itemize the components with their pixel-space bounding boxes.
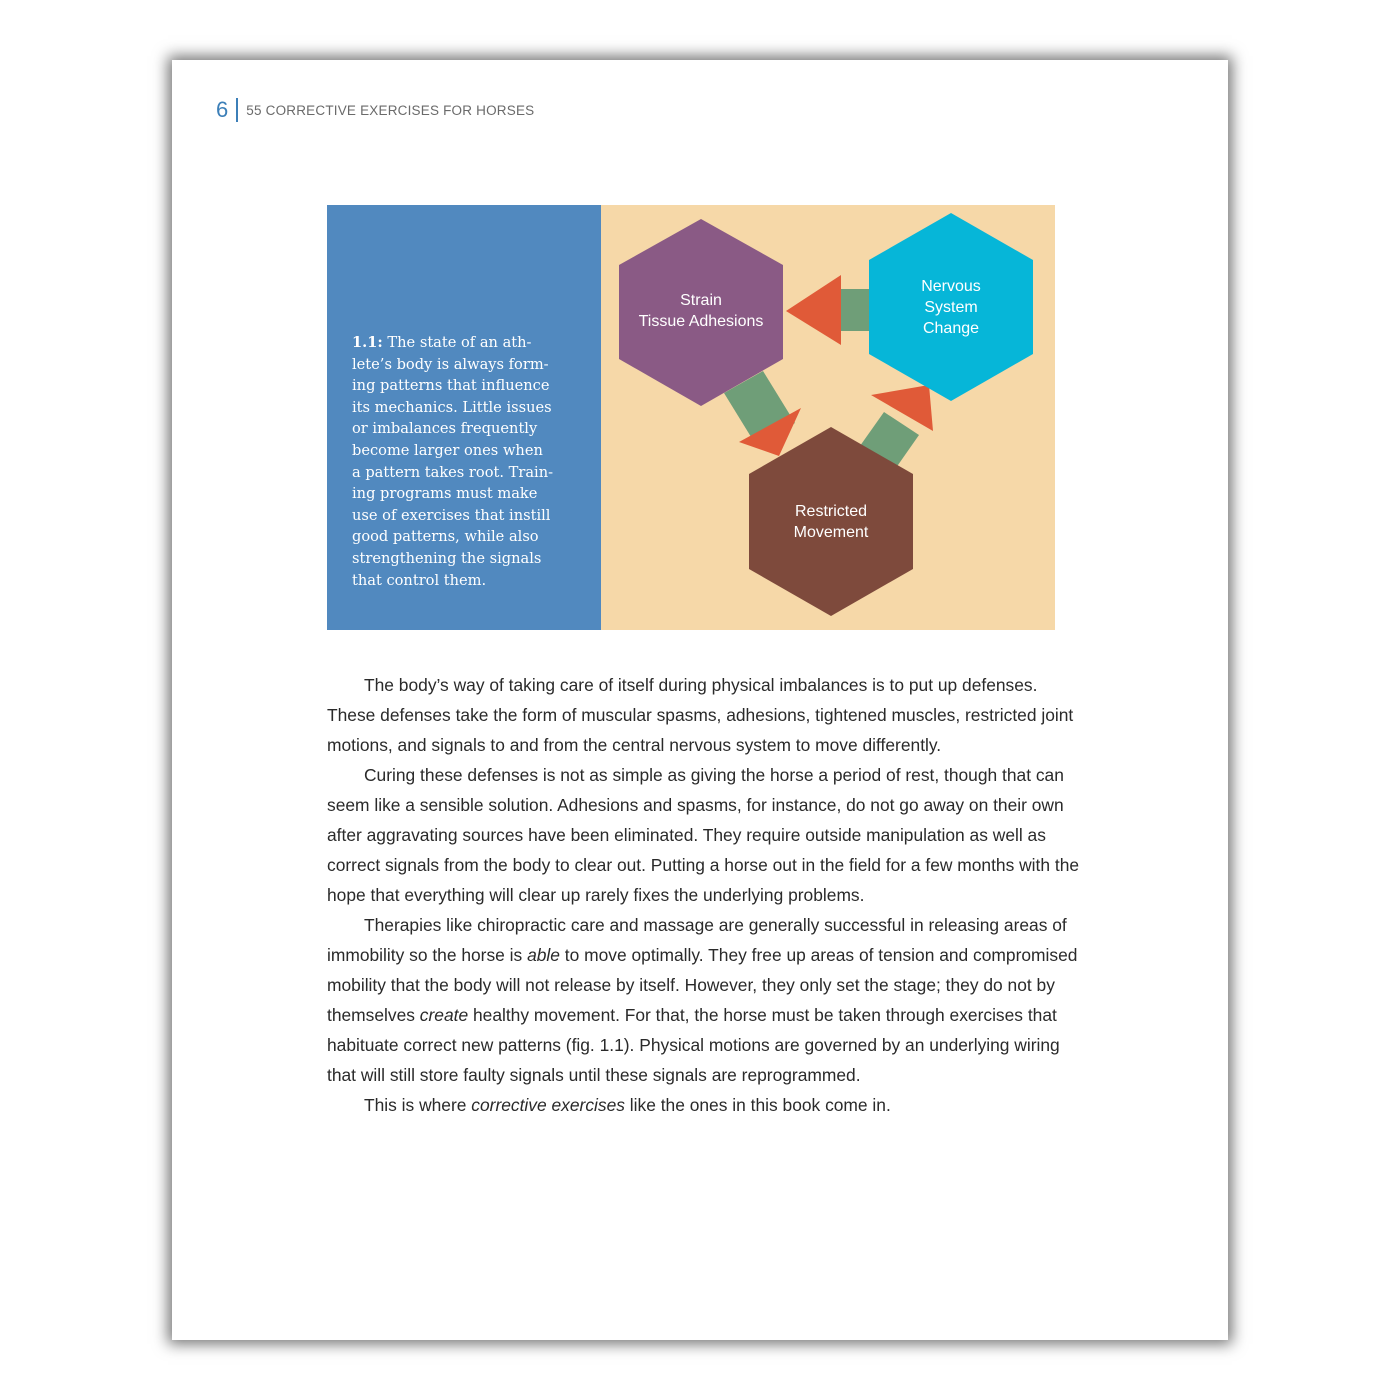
header-divider	[236, 98, 238, 122]
book-page	[172, 60, 1228, 1340]
text-run: This is where	[364, 1095, 472, 1115]
caption-line: its mechanics. Little issues	[352, 398, 552, 416]
caption-line: ing patterns that influence	[352, 377, 550, 395]
body-paragraph	[327, 670, 1087, 760]
caption-line: that control them.	[352, 571, 487, 589]
node-label-line: Strain	[680, 292, 722, 309]
node-label-line: Nervous	[921, 278, 981, 295]
body-text	[327, 670, 1087, 1120]
caption-line: ing programs must make	[352, 485, 538, 503]
caption-line: become larger ones when	[352, 441, 543, 459]
caption-line: good patterns, while also	[352, 528, 539, 546]
body-paragraph	[327, 910, 1087, 1090]
caption-line: a pattern takes root. Train-	[352, 463, 554, 481]
text-run: Curing these defenses is not as simple as giving the horse a period of rest, though that can seem like a sensible solution. Adhesions and spasms, for instance, do not go away on their own after aggravating sources have been eliminated. They require outside manipulation as well as correct signals from the body to clear out. Putting a horse out in the field for a few months with the hope that everything will clear up rarely fixes the underlying problems.	[327, 765, 1080, 905]
emphasis: corrective exercises	[471, 1095, 625, 1115]
caption-line: or imbalances frequently	[352, 420, 538, 438]
emphasis: create	[419, 1005, 469, 1025]
figure-1-1	[327, 205, 1055, 630]
body-paragraph	[327, 1090, 1087, 1120]
body-paragraph	[327, 760, 1087, 910]
node-label-line: Movement	[793, 524, 869, 541]
text-run: to move optimally. They free up areas of tension and compromised mobility that the body will not release by itself. However, they only set the stage; they do not by themselves	[327, 945, 1078, 1025]
figure-caption	[352, 332, 580, 591]
node-label-line: Restricted	[794, 503, 868, 520]
text-run: healthy movement. For that, the horse must be taken through exercises that habituate correct new patterns (fig. 1.1). Physical motions are governed by an underlying wiring that will still store faulty signals until these signals are reprogrammed.	[327, 1005, 1060, 1085]
figure-caption-text	[352, 334, 553, 589]
node-label-line: System	[924, 299, 978, 316]
text-run: Therapies like chiropractic care and massage are generally successful in releasing areas of immobility so the horse is	[327, 915, 1067, 965]
text-run: The body’s way of taking care of itself during physical imbalances is to put up defenses. These defenses take the form of muscular spasms, adhesions, tightened muscles, restricted joint motions, and signals to and from the central nervous system to move differently.	[327, 675, 1074, 755]
running-head	[216, 96, 534, 124]
node-label-line: Change	[922, 320, 980, 337]
page-number: 6	[216, 97, 229, 122]
node-nervous-system-change	[869, 213, 1033, 401]
node-label-line: Tissue Adhesions	[638, 313, 764, 330]
cycle-diagram	[601, 205, 1055, 630]
figure-caption-panel	[327, 205, 601, 630]
figure-number: 1.1:	[352, 334, 383, 351]
caption-line: The state of an ath-	[387, 334, 532, 351]
svg-text:NervousSystemChange	[921, 278, 981, 337]
caption-line: use of exercises that instill	[352, 506, 551, 524]
caption-line: lete’s body is always form-	[352, 355, 549, 373]
book-title: 55 CORRECTIVE EXERCISES FOR HORSES	[246, 102, 535, 118]
emphasis: able	[527, 945, 560, 965]
caption-line: strengthening the signals	[352, 549, 542, 567]
cycle-diagram-svg	[601, 205, 1055, 630]
text-run: like the ones in this book come in.	[624, 1095, 891, 1115]
